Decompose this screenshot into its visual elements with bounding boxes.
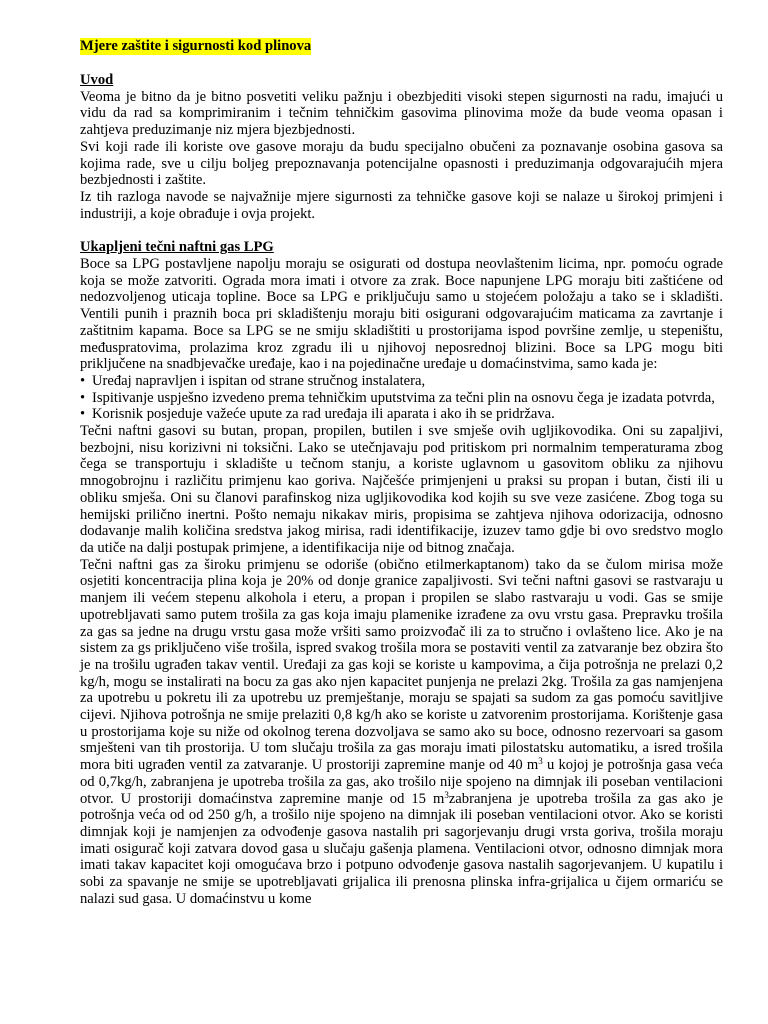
list-item-text: Uređaj napravljen i ispitan od strane stručnog instalatera, (92, 372, 426, 389)
intro-paragraph-3: Iz tih razloga navode se najvažnije mjere sigurnosti za tehničke gasove koji se nalaze u širokoj primjeni i industriji, a koje obrađuje i ovja projekt. (80, 188, 723, 222)
lpg-paragraph-3 (80, 557, 723, 908)
section-heading-lpg: Ukapljeni tečni naftni gas LPG (80, 239, 274, 256)
intro-paragraph-1: Veoma je bitno da je bitno posvetiti veliku pažnju i obezbjediti visoki stepen sigurnosti na radu, imajući u vidu da rad sa komprimiranim i tečnim tehničkim gasovima plinovima može da bude veoma opasan i zahtjeva preduzimanje niz mjera bjezbjednosti. (80, 88, 723, 139)
list-item-text: Korisnik posjeduje važeće upute za rad uređaja ili aparata i ako ih se pridržava. (92, 406, 555, 423)
list-item (80, 406, 723, 423)
list-item (80, 373, 723, 390)
lpg-paragraph-2: Tečni naftni gasovi su butan, propan, propilen, butilen i sve smješe ovih ugljikovodika. Oni su zapaljivi, bezbojni, nisu korizivni ni toksični. Lako se utečnjavaju pod pritiskom pri normalnim temperaturama zbog čega se transportuju i skladište u tečnom stanju, a koriste uglavnom u gasovitom obliku za njihovu mnogobrojnu i različitu primjenu kao goriva. Najčešće primjenjeni u praksi su propan i butan, čisti ili u obliku smješa. Oni su članovi parafinskog niza ugljikovodika kod kojih su sve veze zasićene. Zbog toga su hemijski prilično inertni. Pošto nemaju nikakav miris, propisima se zahtjeva njihova odorizacija, odnosno dodavanje malih količina sredstva jakog mirisa, radi identifikacije, izuzev tamo gdje bi ovo sredstvo moglo da utiče na dalji postupak primjene, a identifikacija nije od bitnog značaja. (80, 423, 723, 556)
paragraph-text: zabranjena je upotreba trošila za gas ako je potrošnja veća od od 250 g/h, a trošilo nije spojeno na dimnjak ili poseban ventilacioni otvor. Ako se koristi dimnjak koji je namjenjen za odvođenje gasova nastalih pri sagorjevanju drugi vrsta goriva, trošila moraju imati osigurač koji zatvara dovod gasa u slučaju gašenja plamena. Ventilacioni otvor, odnosno dimnjak mora imati takav kapacitet koji omogućava brzo i potpuno odvođenje gasova nastalih sagorjevanjem. U kupatilu i sobi za spavanje ne smije se upotrebljavati grijalica ili prenosna plinska infra-grijalica u čijem ormariću se nalazi sud gasa. U domaćinstvu u kome (80, 790, 724, 907)
bullet-icon: • (80, 406, 86, 423)
bullet-icon: • (80, 389, 86, 406)
lpg-paragraph-1: Boce sa LPG postavljene napolju moraju se osigurati od dostupa neovlaštenim licima, npr. pomoću ograde koja se može zatvoriti. Ograda mora imati i otvore za zrak. Boce napunjene LPG moraju biti zaštićene od nedozvoljenog uticaja topline. Boce sa LPG e priključuju samo u stojećem položaju a tako se i skladišti. Ventili punih i praznih boca pri skladištenju moraju biti osigurani odgovarajućim maticama za zavrtanje i zaštitnim kapama. Boce sa LPG se ne smiju skladištiti u prostorijama ispod površine zemlje, u stepeništu, međuspratovima, prolazima kroz zgradu ili u njihovoj neposrednoj blizini. Boce sa LPG mogu biti priključene na snadbjevačke uređaje, kao i na pojedinačne uređaje u domaćinstvima, samo kada je: (80, 256, 723, 373)
superscript: 3 (444, 789, 449, 800)
list-item (80, 390, 723, 407)
spacer (80, 222, 723, 239)
paragraph-text: Tečni naftni gas za široku primjenu se odoriše (obično etilmerkaptanom) tako da se čulom mirisa može osjetiti koncentracija plina koja je 20% od donje granice zapaljivosti. Svi tečni naftni gasovi se rastvaraju u manjem ili većem stepenu alkohola i eteru, a propan i propilen se slabo rastvaraju u vodi. Gas se smije upotrebljavati samo putem trošila za gas koja imaju plamenike izrađene za ovu vrstu gasa. Prepravku trošila za gas sa jedne na drugu vrstu gasa može vršiti samo proizvođač ili za to stručno i ovlašteno lice. Ako je na sistem za gs priključeno više trošila, ispred svakog trošila mora se postaviti ventil za zatvaranje bez obzira što je na trošilu ugrađen takav ventil. Uređaji za gas koji se koriste u kampovima, a čija potrošnja ne prelazi 0,2 kg/h, mogu se instalirati na bocu za gas ako njen kapacitet punjenja ne prelazi 2kg. Trošila za gas namjenjena za upotrebu u pokretu ili za upotrebu uz premještanje, moraju se spajati sa sudom za gas pomoću savitljive cijevi. Njihova potrošnja ne smije prelaziti 0,8 kg/h ako se koriste u zatvorenim prostorijama. Korištenje gasa u prostorijama koje su niže od okolnog terena dozvoljava se samo ako su boce, odnosno rezervoari sa gasom smješteni van tih prostorija. U tom slučaju trošila za gas moraju imati pilostatsku automatiku, a isred trošila mora biti ugrađen ventil za zatvaranje. U prostoriji zapremine manje od 40 m (80, 556, 723, 774)
intro-paragraph-2: Svi koji rade ili koriste ove gasove moraju da budu specijalno obučeni za poznavanje osobina gasova sa kojima rade, sve u cilju boljeg prepoznavanja potencijalne opasnosti i preduzimanja odgovarajućih mjera bezbjednosti i zaštite. (80, 138, 723, 189)
bullet-icon: • (80, 372, 86, 389)
section-heading-intro: Uvod (80, 72, 114, 88)
document-title: Mjere zaštite i sigurnosti kod plinova (80, 38, 312, 54)
superscript: 3 (538, 756, 543, 767)
paragraph-text: u kojoj je potrošnja gasa veća od 0,7kg/h, zabranjena je upotreba trošila za gas, ako trošilo nije spojeno na dimnjak ili poseban ventilacioni otvor. U prostoriji domaćinstva zapremine manje od 15 m (80, 757, 724, 807)
spacer (80, 55, 723, 72)
list-item-text: Ispitivanje uspješno izvedeno prema tehničkim uputstvima za tečni plin na osnovu čega je izadata potvrda, (92, 389, 715, 406)
document-page (80, 38, 723, 907)
